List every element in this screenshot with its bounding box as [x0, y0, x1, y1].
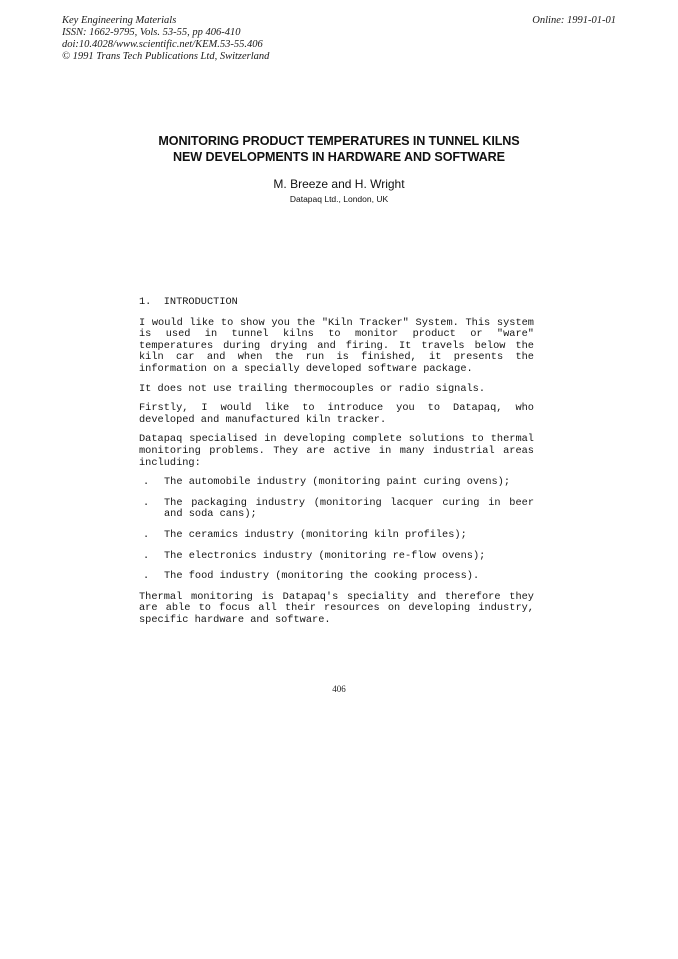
list-item-text: The electronics industry (monitoring re-flow ovens); [164, 549, 486, 562]
author-affiliation: Datapaq Ltd., London, UK [289, 194, 389, 204]
list-item-text: The automobile industry (monitoring paint curing ovens); [164, 476, 511, 489]
journal-name: Key Engineering Materials [62, 15, 177, 26]
bullet-icon: . [143, 570, 150, 583]
list-item [139, 551, 534, 563]
paper-authors: M. Breeze and H. Wright [273, 177, 405, 191]
list-item [139, 477, 534, 489]
list-item [139, 571, 534, 583]
body-paragraph: I would like to show you the "Kiln Tracker" System. This system is used in tunnel kilns to monitor product or "ware" temperatures during drying and firing. It travels below the kiln car and when the run is finished, it presents the information on a specially developed software package. [139, 316, 534, 375]
bullet-icon: . [143, 496, 150, 509]
list-item [139, 498, 534, 521]
paper-title-line-1: MONITORING PRODUCT TEMPERATURES IN TUNNEL KILNS [158, 134, 520, 148]
paper-body [139, 297, 534, 634]
bullet-icon: . [143, 549, 150, 562]
journal-header [62, 15, 269, 63]
list-item-text: The food industry (monitoring the cooking process). [164, 570, 480, 583]
doi-line: doi:10.4028/www.scientific.net/KEM.53-55.406 [62, 39, 263, 50]
list-item-text: The ceramics industry (monitoring kiln profiles); [164, 528, 467, 541]
page-number: 406 [332, 684, 346, 694]
list-item [139, 530, 534, 542]
copyright-line: © 1991 Trans Tech Publications Ltd, Switzerland [62, 51, 270, 62]
body-paragraph: Datapaq specialised in developing complete solutions to thermal monitoring problems. They are active in many industrial areas including: [139, 433, 534, 469]
industry-list [139, 477, 534, 583]
closing-paragraph: Thermal monitoring is Datapaq's speciality and therefore they are able to focus all their resources on developing industry, specific hardware and software. [139, 590, 534, 626]
issn-line: ISSN: 1662-9795, Vols. 53-55, pp 406-410 [62, 27, 241, 38]
paper-title [0, 133, 678, 165]
body-paragraph: It does not use trailing thermocouples or radio signals. [139, 382, 486, 395]
paper-title-line-2: NEW DEVELOPMENTS IN HARDWARE AND SOFTWARE [173, 150, 505, 164]
bullet-icon: . [143, 528, 150, 541]
list-item-text: The packaging industry (monitoring lacquer curing in beer and soda cans); [164, 496, 534, 521]
bullet-icon: . [143, 476, 150, 489]
online-date: Online: 1991-01-01 [532, 15, 616, 26]
body-paragraph: Firstly, I would like to introduce you to Datapaq, who developed and manufactured kiln tracker. [139, 402, 534, 426]
section-heading: 1. INTRODUCTION [139, 296, 238, 308]
